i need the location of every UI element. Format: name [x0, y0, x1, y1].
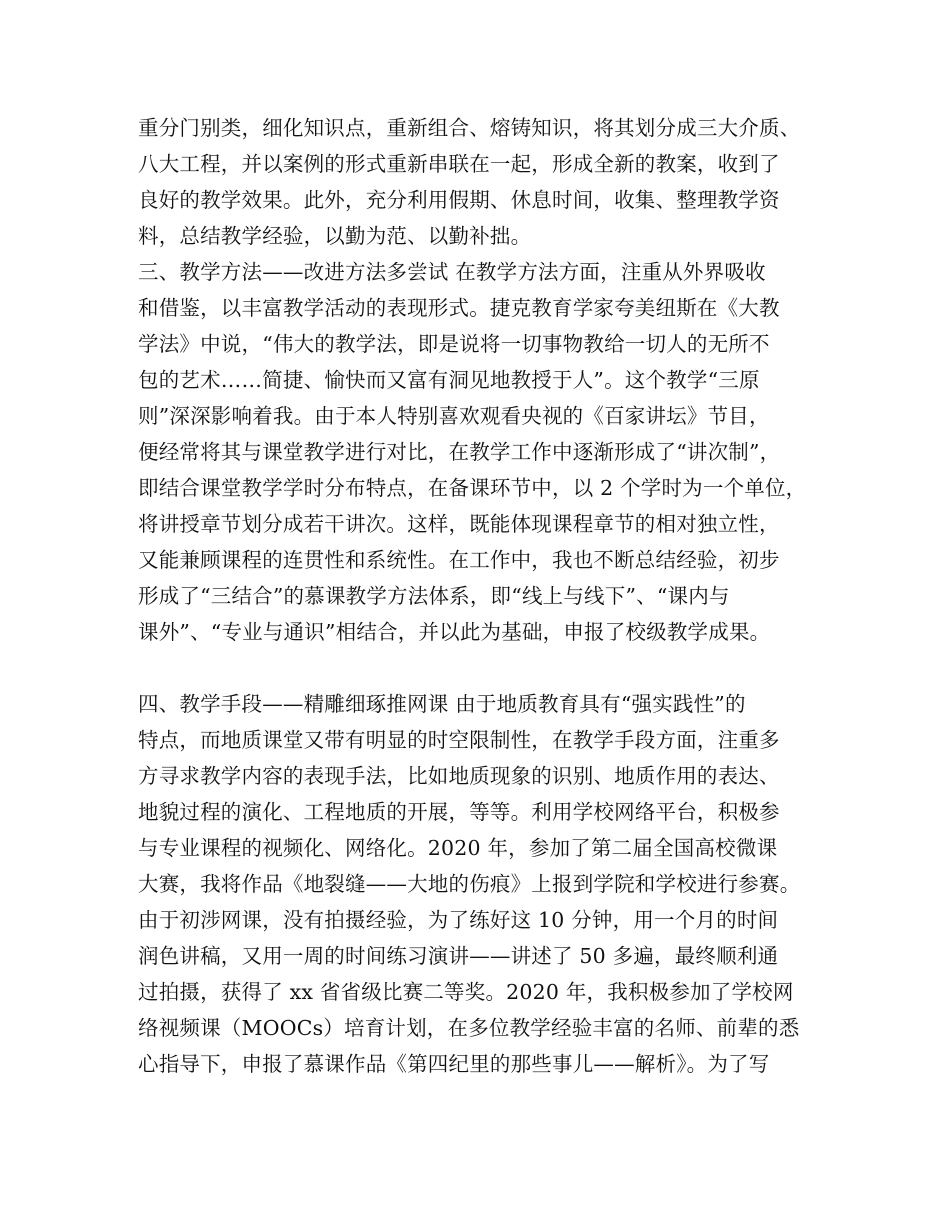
text-line: 地貌过程的演化、工程地质的开展，等等。利用学校网络平台，积极参 [138, 800, 780, 824]
text-line: 重分门别类，细化知识点，重新组合、熔铸知识，将其划分成三大介质、 [138, 116, 801, 140]
text-line: 和借鉴，以丰富教学活动的表现形式。捷克教育学家夸美纽斯在《大教 [138, 296, 780, 320]
text-line: 则”深深影响着我。由于本人特别喜欢观看央视的《百家讲坛》节目， [138, 404, 770, 428]
text-line: 包的艺术……简捷、愉快而又富有洞见地教授于人”。这个教学“三原 [138, 368, 760, 392]
text-line: 心指导下，申报了慕课作品《第四纪里的那些事儿——解析》。为了写 [138, 1052, 770, 1076]
text-line: 润色讲稿，又用一周的时间练习演讲——讲述了 50 多遍，最终顺利通 [138, 944, 779, 968]
text-line: 将讲授章节划分成若干讲次。这样，既能体现课程章节的相对独立性， [138, 512, 780, 536]
section-heading-line: 三、教学方法——改进方法多尝试 在教学方法方面，注重从外界吸收 [138, 260, 766, 284]
text-line: 大赛，我将作品《地裂缝——大地的伤痕》上报到学院和学校进行参赛。 [138, 872, 801, 896]
text-line: 料，总结教学经验，以勤为范、以勤补拙。 [138, 224, 532, 248]
text-line: 便经常将其与课堂教学进行对比，在教学工作中逐渐形成了“讲次制”， [138, 440, 781, 464]
text-line: 学法》中说，“伟大的教学法，即是说将一切事物教给一切人的无所不 [138, 332, 770, 356]
text-line: 特点，而地质课堂又带有明显的时空限制性，在教学手段方面，注重多 [138, 728, 780, 752]
section-heading-line: 四、教学手段——精雕细琢推网课 由于地质教育具有“强实践性”的 [138, 692, 746, 716]
text-line: 即结合课堂教学学时分布特点，在备课环节中，以 2 个学时为一个单位， [138, 476, 807, 500]
text-line: 又能兼顾课程的连贯性和系统性。在工作中，我也不断总结经验，初步 [138, 548, 780, 572]
text-line: 课外”、“专业与通识”相结合，并以此为基础，申报了校级教学成果。 [138, 620, 771, 644]
text-line: 与专业课程的视频化、网络化。2020 年，参加了第二届全国高校微课 [138, 836, 778, 860]
text-line: 过拍摄，获得了 xx 省省级比赛二等奖。2020 年，我积极参加了学校网 [138, 980, 794, 1004]
text-line: 络视频课（MOOCs）培育计划，在多位教学经验丰富的名师、前辈的悉 [138, 1016, 800, 1040]
text-line: 由于初涉网课，没有拍摄经验，为了练好这 10 分钟，用一个月的时间 [138, 908, 779, 932]
text-line: 良好的教学效果。此外，充分利用假期、休息时间，收集、整理教学资 [138, 188, 780, 212]
text-line: 形成了“三结合”的慕课教学方法体系，即“线上与线下”、“课内与 [138, 584, 730, 608]
text-line: 方寻求教学内容的表现手法，比如地质现象的识别、地质作用的表达、 [138, 764, 780, 788]
text-line: 八大工程，并以案例的形式重新串联在一起，形成全新的教案，收到了 [138, 152, 780, 176]
